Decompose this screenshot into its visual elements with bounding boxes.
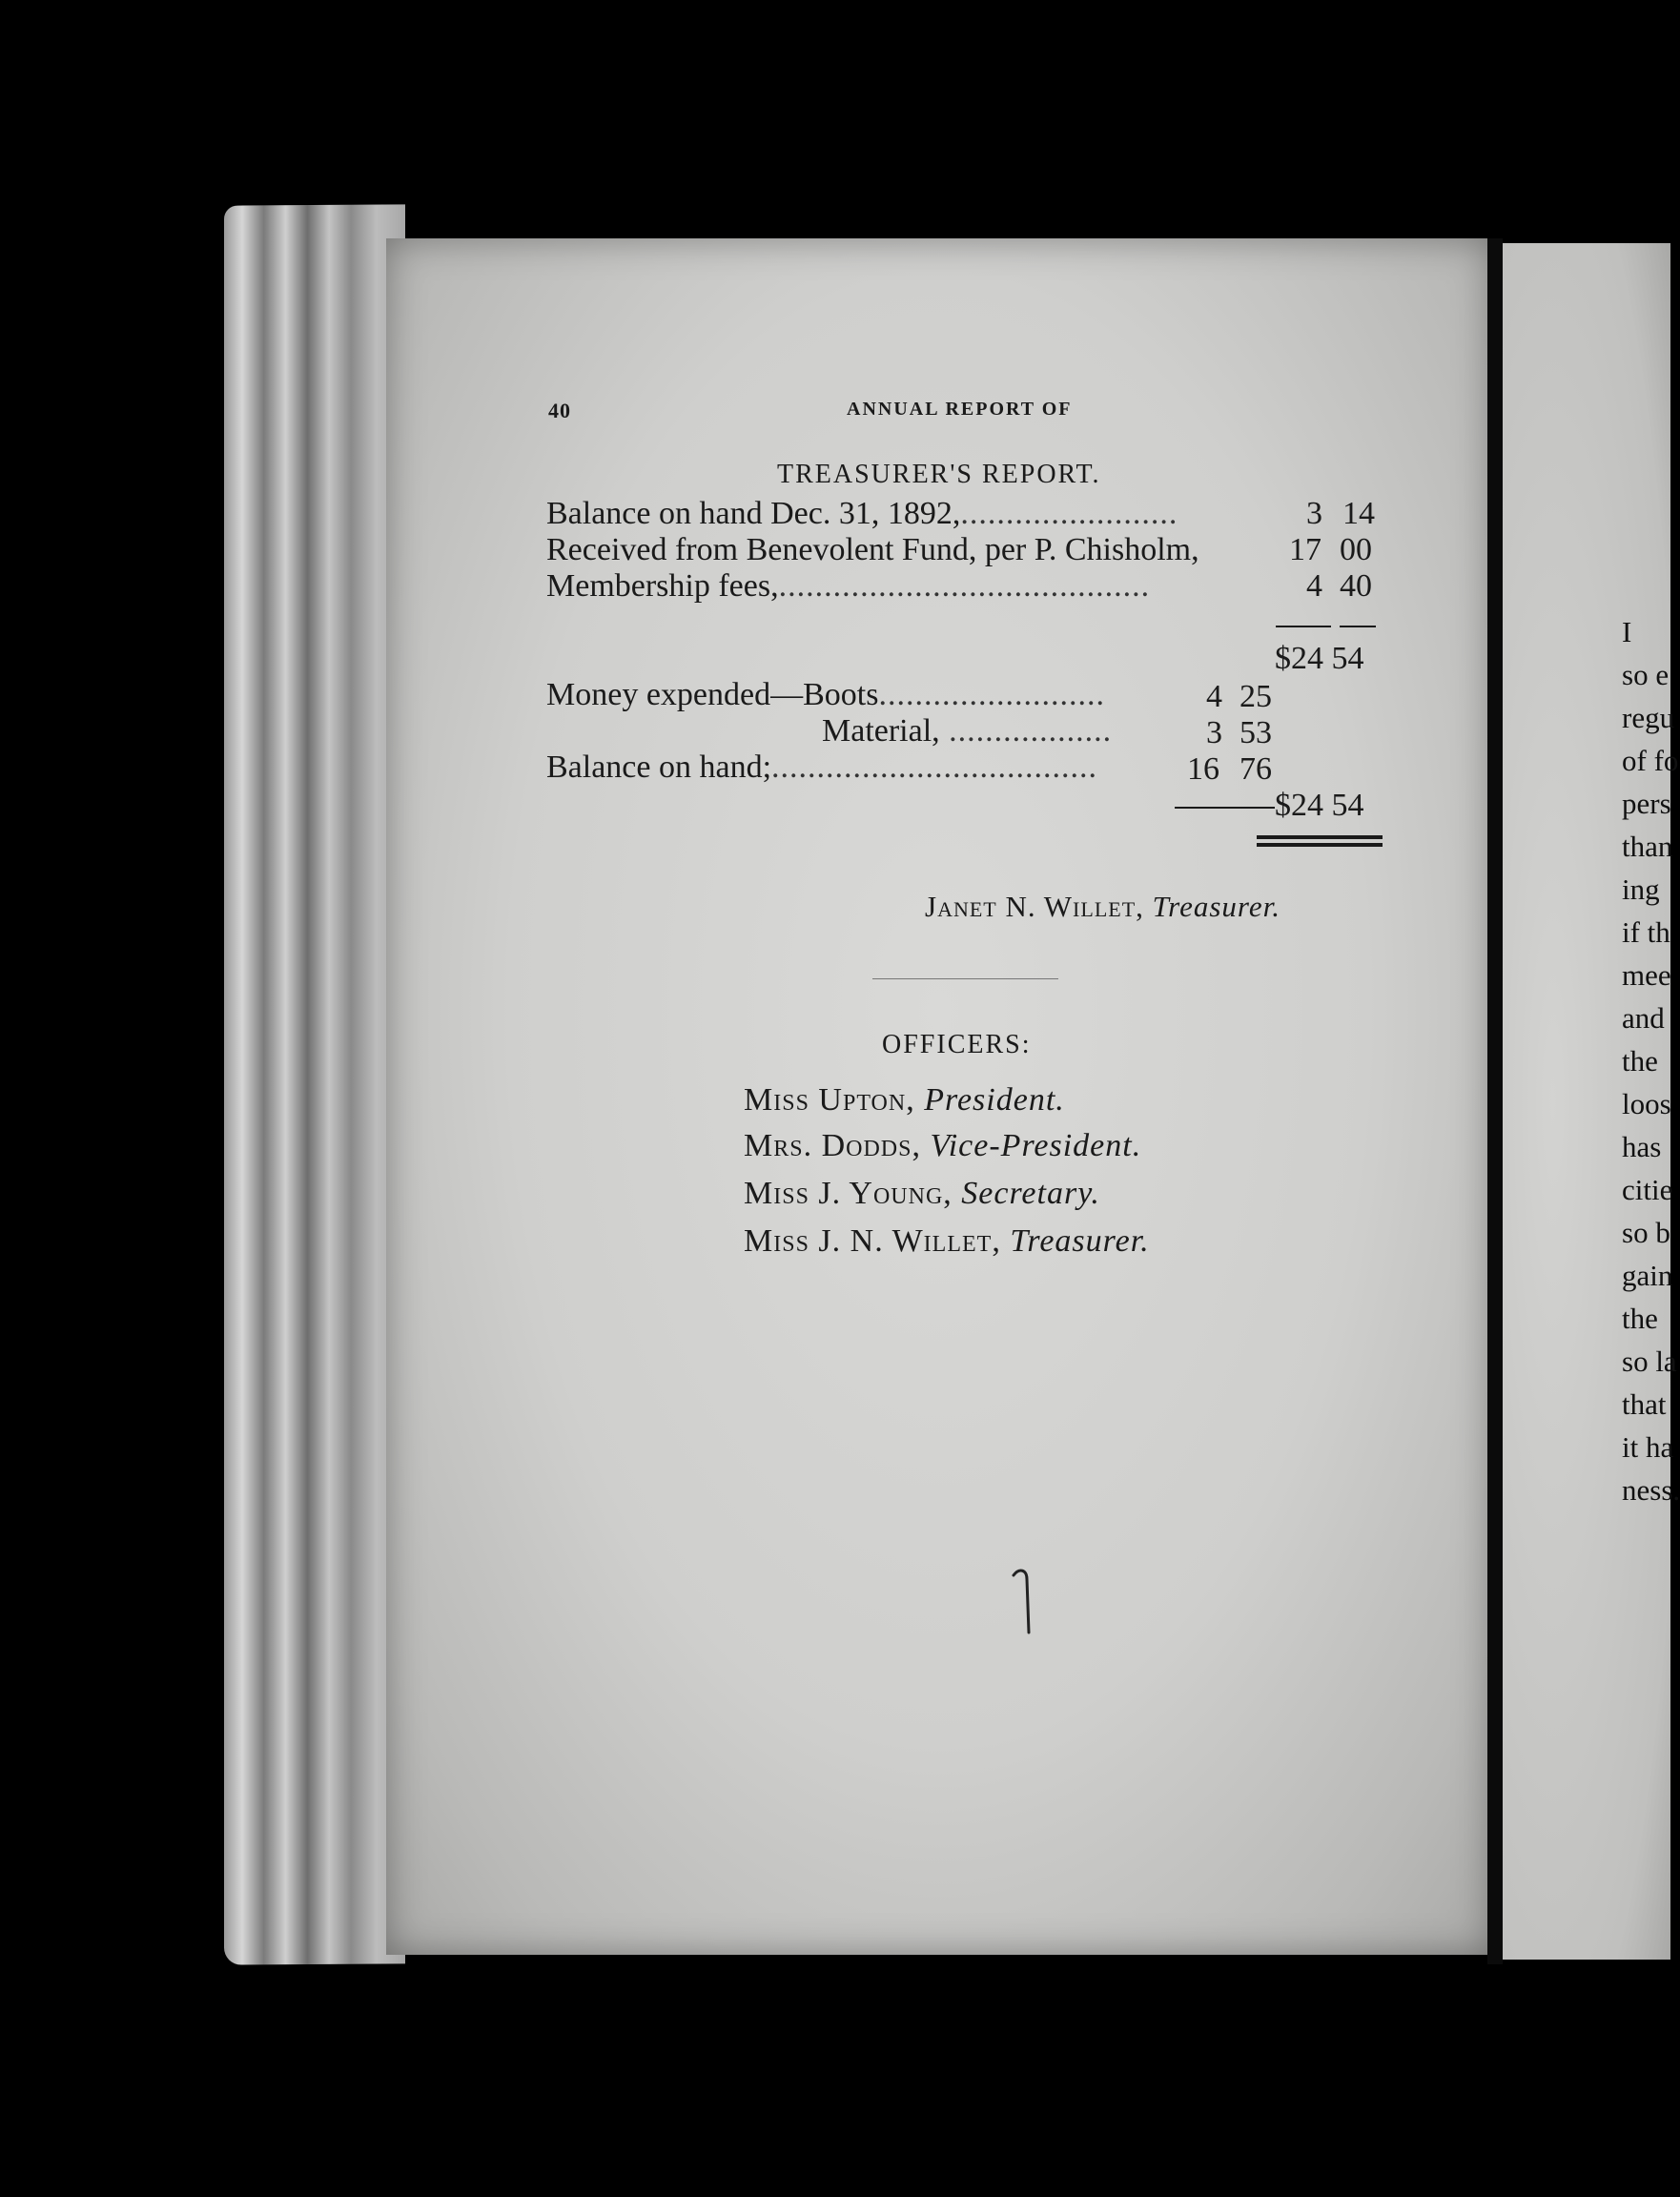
facing-line: so b bbox=[1622, 1216, 1670, 1249]
expenditure-row bbox=[546, 677, 1105, 713]
expenditure-cents: 76 bbox=[1240, 751, 1272, 787]
report-title: TREASURER'S REPORT. bbox=[777, 460, 1101, 489]
officer-name: Miss J. Young, bbox=[744, 1176, 953, 1211]
expenditures-total: $24 54 bbox=[1275, 788, 1364, 823]
expenditure-row bbox=[822, 713, 1112, 749]
officers-heading: OFFICERS: bbox=[882, 1030, 1032, 1059]
expenditure-cents: 53 bbox=[1240, 715, 1272, 750]
pencil-mark-icon bbox=[1006, 1564, 1044, 1640]
officer-name: Miss Upton, bbox=[744, 1082, 915, 1118]
receipt-label: Received from Benevolent Fund, per P. Chisholm, bbox=[546, 532, 1199, 567]
leader-dots: ......................................... bbox=[778, 568, 1151, 604]
facing-line: it ha bbox=[1622, 1430, 1674, 1464]
receipt-row bbox=[546, 532, 1199, 568]
facing-line: has bbox=[1622, 1130, 1662, 1163]
officer-role: Secretary. bbox=[961, 1176, 1100, 1211]
officer-name: Miss J. N. Willet, bbox=[744, 1223, 1001, 1259]
receipt-label: Balance on hand Dec. 31, 1892, bbox=[546, 496, 961, 531]
receipt-row bbox=[546, 568, 1150, 605]
facing-line: and bbox=[1622, 1001, 1665, 1035]
leader-dots: ......................... bbox=[878, 677, 1105, 712]
facing-line: of fo bbox=[1622, 744, 1679, 777]
leader-dots: .................. bbox=[939, 713, 1113, 749]
receipts-total: $24 54 bbox=[1275, 641, 1364, 676]
receipt-cents: 00 bbox=[1340, 532, 1372, 567]
facing-line: the bbox=[1622, 1044, 1658, 1078]
facing-line: the bbox=[1622, 1302, 1658, 1335]
leader-dots: ........................ bbox=[960, 496, 1178, 531]
facing-line: mee bbox=[1622, 958, 1671, 992]
officer-name: Mrs. Dodds, bbox=[744, 1128, 921, 1163]
receipt-row bbox=[546, 496, 1178, 532]
section-divider bbox=[872, 978, 1058, 979]
facing-line: loos bbox=[1622, 1087, 1671, 1120]
facing-line: pers bbox=[1622, 787, 1671, 820]
officer-role: Treasurer. bbox=[1010, 1223, 1150, 1259]
facing-line: that bbox=[1622, 1387, 1667, 1421]
receipt-dollars: 4 bbox=[1306, 568, 1322, 604]
officer-role: Vice-President. bbox=[930, 1128, 1142, 1163]
expenditure-dollars: 16 bbox=[1187, 751, 1219, 787]
officer-entry bbox=[744, 1128, 1141, 1164]
receipt-cents: 14 bbox=[1342, 496, 1375, 531]
receipt-label: Membership fees, bbox=[546, 568, 779, 604]
book-gutter bbox=[1487, 238, 1503, 1964]
treasurer-signature bbox=[925, 890, 1280, 924]
facing-page bbox=[1503, 243, 1680, 1960]
expenditure-row bbox=[546, 749, 1097, 786]
facing-line: ing bbox=[1622, 873, 1660, 906]
facing-line: I bbox=[1622, 615, 1632, 648]
signature-role: Treasurer. bbox=[1152, 890, 1280, 923]
facing-line: ness. bbox=[1622, 1473, 1680, 1507]
expenditure-dollars: 4 bbox=[1206, 679, 1222, 714]
sum-rule bbox=[1340, 626, 1376, 627]
facing-line: citie bbox=[1622, 1173, 1673, 1206]
expenditure-cents: 25 bbox=[1240, 679, 1272, 714]
double-rule bbox=[1257, 843, 1383, 847]
facing-line: gain bbox=[1622, 1259, 1673, 1292]
facing-line: so la bbox=[1622, 1345, 1677, 1378]
receipt-dollars: 3 bbox=[1306, 496, 1322, 531]
signature-name: Janet N. Willet, bbox=[925, 890, 1144, 923]
page-number: 40 bbox=[548, 399, 571, 422]
expenditure-dollars: 3 bbox=[1206, 715, 1222, 750]
officer-entry bbox=[744, 1223, 1150, 1260]
double-rule bbox=[1257, 835, 1383, 839]
sum-rule bbox=[1175, 807, 1275, 809]
facing-line: so e bbox=[1622, 658, 1670, 691]
expenditure-label: Balance on hand; bbox=[546, 749, 772, 785]
book-page-edges bbox=[224, 204, 405, 1964]
facing-line: than bbox=[1622, 830, 1673, 863]
running-title: ANNUAL REPORT OF bbox=[847, 399, 1073, 420]
leader-dots: .................................... bbox=[771, 749, 1098, 785]
facing-line: if th bbox=[1622, 915, 1670, 949]
facing-line: regu bbox=[1622, 701, 1675, 734]
receipt-cents: 40 bbox=[1340, 568, 1372, 604]
sum-rule bbox=[1276, 626, 1331, 627]
receipt-dollars: 17 bbox=[1289, 532, 1321, 567]
officer-entry bbox=[744, 1082, 1065, 1119]
expenditure-label: Material, bbox=[822, 713, 940, 749]
officer-entry bbox=[744, 1176, 1100, 1212]
officer-role: President. bbox=[924, 1082, 1065, 1118]
expenditure-label: Money expended—Boots bbox=[546, 677, 879, 712]
